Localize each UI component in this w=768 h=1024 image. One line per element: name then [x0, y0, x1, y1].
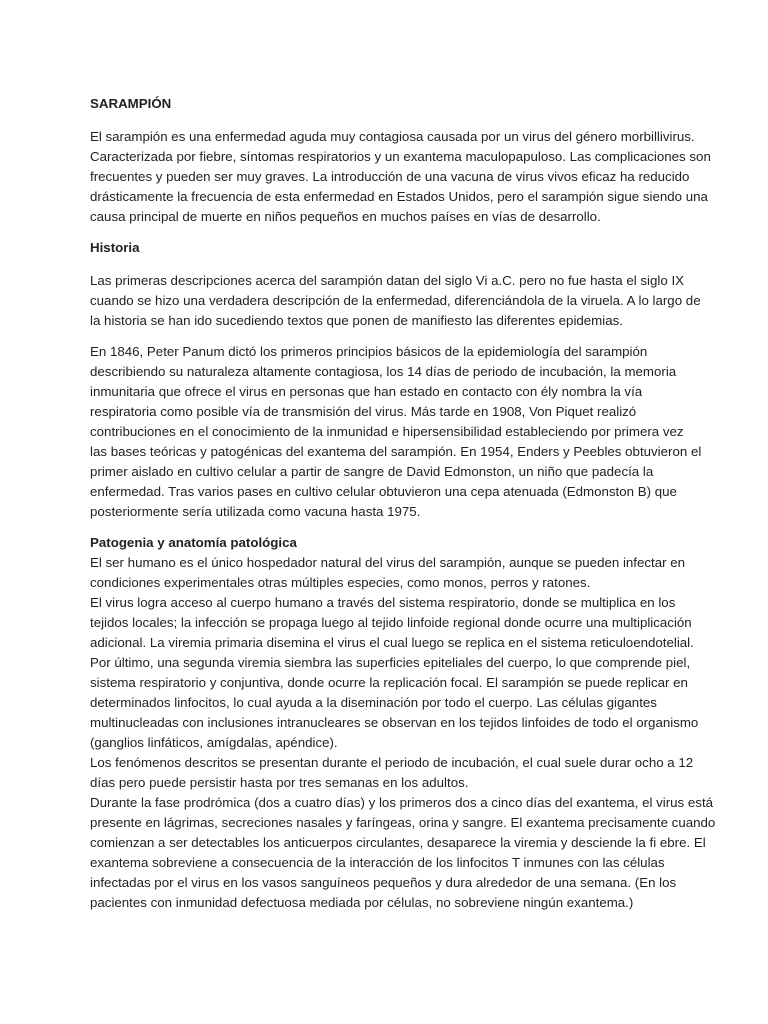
- text-line: El sarampión es una enfermedad aguda muy contagiosa causada por un virus del género morbillivirus.: [90, 129, 695, 144]
- text-line: drásticamente la frecuencia de esta enfermedad en Estados Unidos, pero el sarampión sigue siendo una: [90, 189, 708, 204]
- text-line: El ser humano es el único hospedador natural del virus del sarampión, aunque se pueden infectar en: [90, 555, 686, 570]
- text-line: (ganglios linfáticos, amígdalas, apéndice).: [90, 735, 338, 750]
- text-line: la historia se han ido sucediendo textos que ponen de manifiesto las diferentes epidemias.: [90, 313, 623, 328]
- document-title: SARAMPIÓN: [90, 96, 172, 111]
- text-line: El virus logra acceso al cuerpo humano a través del sistema respiratorio, donde se multiplica en los: [90, 595, 676, 610]
- text-line: frecuentes y pueden ser muy graves. La introducción de una vacuna de virus vivos eficaz ha reducido: [90, 169, 690, 184]
- text-line: inmunitaria que ofrece el virus en personas que han estado en contacto con ély nombra la vía: [90, 384, 643, 399]
- text-line: tejidos locales; la infección se propaga luego al tejido linfoide regional donde ocurre una multiplicación: [90, 615, 692, 630]
- section-heading-patogenia: Patogenia y anatomía patológica: [90, 535, 297, 550]
- historia-paragraph-2: [90, 342, 702, 522]
- text-line: describiendo su naturaleza altamente contagiosa, los 14 días de periodo de incubación, la memoria: [90, 364, 677, 379]
- text-line: determinados linfocitos, lo cual ayuda a la diseminación por todo el cuerpo. Las células gigantes: [90, 695, 657, 710]
- text-line: Durante la fase prodrómica (dos a cuatro días) y los primeros dos a cinco días del exantema, el virus está: [90, 795, 714, 810]
- text-line: causa principal de muerte en niños pequeños en muchos países en vías de desarrollo.: [90, 209, 601, 224]
- text-line: pacientes con inmunidad defectuosa mediada por células, no sobreviene ningún exantema.): [90, 895, 634, 910]
- document-page: [90, 94, 716, 913]
- text-line: infectadas por el virus en los vasos sanguíneos pequeños y dura alrededor de una semana. (En los: [90, 875, 677, 890]
- patogenia-paragraph: [90, 553, 716, 913]
- text-line: cuando se hizo una verdadera descripción de la enfermedad, diferenciándola de la viruela. A lo largo de: [90, 293, 701, 308]
- text-line: posteriormente sería utilizada como vacuna hasta 1975.: [90, 504, 421, 519]
- text-line: días pero puede persistir hasta por tres semanas en los adultos.: [90, 775, 469, 790]
- text-line: las bases teóricas y patogénicas del exantema del sarampión. En 1954, Enders y Peebles obtuvieron el: [90, 444, 702, 459]
- text-line: Por último, una segunda viremia siembra las superficies epiteliales del cuerpo, lo que comprende piel,: [90, 655, 691, 670]
- text-line: exantema sobreviene a consecuencia de la interacción de los linfocitos T inmunes con las células: [90, 855, 665, 870]
- text-line: enfermedad. Tras varios pases en cultivo celular obtuvieron una cepa atenuada (Edmonston B) que: [90, 484, 677, 499]
- text-line: condiciones experimentales otras múltiples especies, como monos, perros y ratones.: [90, 575, 591, 590]
- text-line: multinucleadas con inclusiones intranucleares se observan en los tejidos linfoides de todo el organismo: [90, 715, 699, 730]
- intro-paragraph: [90, 127, 711, 227]
- text-line: contribuciones en el conocimiento de la inmunidad e hipersensibilidad estableciendo por primera vez: [90, 424, 684, 439]
- text-line: sistema respiratorio y conjuntiva, donde ocurre la replicación focal. El sarampión se puede replicar en: [90, 675, 688, 690]
- historia-paragraph-1: [90, 271, 701, 331]
- text-line: Las primeras descripciones acerca del sarampión datan del siglo Vi a.C. pero no fue hasta el siglo IX: [90, 273, 685, 288]
- text-line: primer aislado en cultivo celular a partir de sangre de David Edmonston, un niño que padecía la: [90, 464, 654, 479]
- text-line: presente en lágrimas, secreciones nasales y faríngeas, orina y sangre. El exantema precisamente cuando: [90, 815, 716, 830]
- text-line: Caracterizada por fiebre, síntomas respiratorios y un exantema maculopapuloso. Las complicaciones son: [90, 149, 711, 164]
- text-line: comienzan a ser detectables los anticuerpos circulantes, desaparece la viremia y desciende la fi ebre. El: [90, 835, 706, 850]
- text-line: Los fenómenos descritos se presentan durante el periodo de incubación, el cual suele durar ocho a 12: [90, 755, 694, 770]
- text-line: En 1846, Peter Panum dictó los primeros principios básicos de la epidemiología del sarampión: [90, 344, 648, 359]
- text-line: adicional. La viremia primaria disemina el virus el cual luego se replica en el sistema reticuloendotelial.: [90, 635, 694, 650]
- text-line: respiratoria como posible vía de transmisión del virus. Más tarde en 1908, Von Piquet realizó: [90, 404, 637, 419]
- section-heading-historia: Historia: [90, 240, 140, 255]
